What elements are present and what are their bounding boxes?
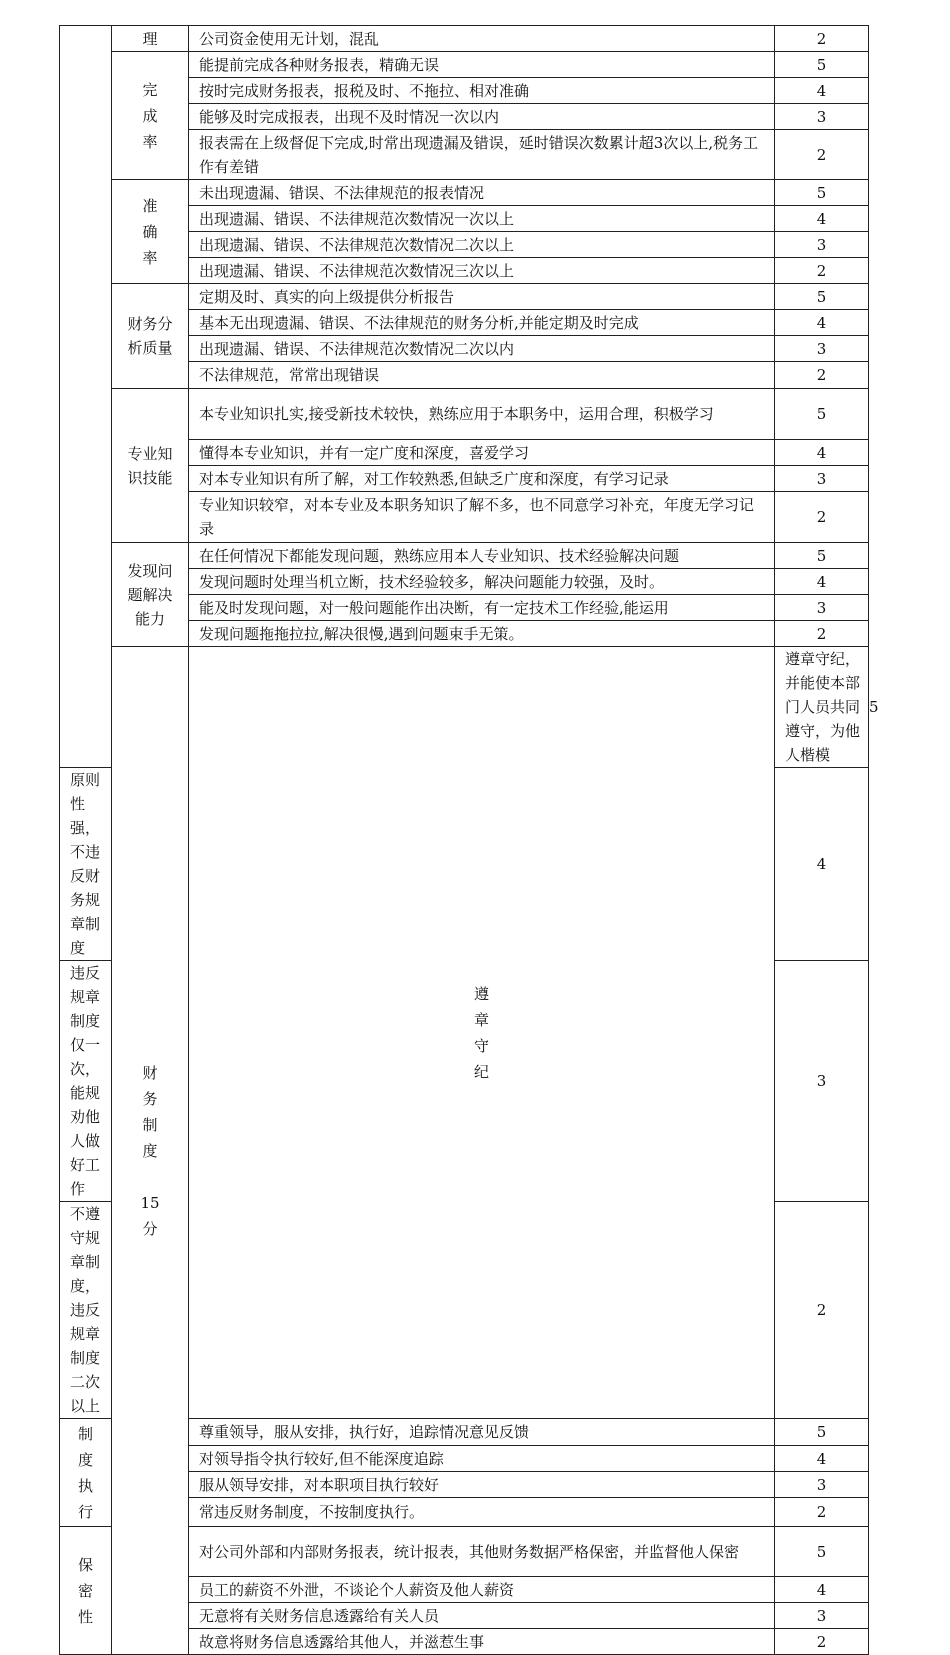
subcategory-compliance [189, 647, 775, 1419]
criteria-text: 能及时发现问题，对一般问题能作出决断，有一定技术工作经验,能运用 [189, 595, 775, 621]
score-cell: 3 [775, 961, 869, 1202]
subcategory-char: 遵 [473, 984, 489, 1003]
criteria-text: 对领导指令执行较好,但不能深度追踪 [189, 1446, 775, 1472]
score-cell: 2 [775, 258, 869, 284]
criteria-text: 故意将财务信息透露给其他人，并滋惹生事 [189, 1629, 775, 1655]
criteria-text: 能提前完成各种财务报表，精确无误 [189, 52, 775, 78]
subcategory-char: 确 [142, 222, 158, 241]
subcategory-line: 能力 [134, 609, 165, 628]
score-cell: 2 [775, 26, 869, 52]
criteria-text: 专业知识较窄，对本专业及本职务知识了解不多，也不同意学习补充，年度无学习记录 [189, 492, 775, 543]
score-cell: 4 [775, 768, 869, 961]
criteria-text: 出现遗漏、错误、不法律规范次数情况二次以上 [189, 232, 775, 258]
criteria-text: 未出现遗漏、错误、不法律规范的报表情况 [189, 180, 775, 206]
criteria-text: 不遵守规章制度，违反规章制度二次以上 [60, 1202, 112, 1419]
criteria-text: 不法律规范，常常出现错误 [189, 362, 775, 389]
subcategory-accuracy-rate [112, 180, 189, 284]
subcategory-line: 识技能 [127, 468, 173, 487]
category-char: 度 [142, 1141, 158, 1160]
score-cell: 2 [775, 1498, 869, 1527]
score-cell: 5 [775, 1527, 869, 1577]
table-row [60, 26, 869, 52]
subcategory-char: 执 [77, 1476, 93, 1495]
criteria-text: 服从领导安排，对本职项目执行较好 [189, 1472, 775, 1498]
category-char: 制 [142, 1115, 158, 1134]
table-row [60, 180, 869, 206]
subcategory-line: 财务分 [127, 315, 173, 333]
criteria-text: 懂得本专业知识，并有一定广度和深度，喜爱学习 [189, 440, 775, 466]
score-cell: 3 [775, 104, 869, 130]
score-cell: 2 [775, 1202, 869, 1419]
subcategory-line: 析质量 [127, 339, 173, 357]
criteria-text: 基本无出现遗漏、错误、不法律规范的财务分析,并能定期及时完成 [189, 310, 775, 336]
evaluation-table [59, 25, 879, 1655]
subcategory-financial-analysis [112, 284, 189, 389]
subcategory-completion-rate [112, 52, 189, 180]
criteria-text: 尊重领导，服从安排，执行好，追踪情况意见反馈 [189, 1419, 775, 1446]
score-cell: 2 [775, 1629, 869, 1655]
subcategory-char: 章 [473, 1010, 489, 1029]
subcategory-problem-solving [112, 543, 189, 647]
subcategory-char: 成 [142, 106, 158, 125]
score-cell: 2 [775, 362, 869, 389]
category-char: 务 [142, 1089, 158, 1108]
criteria-text: 无意将有关财务信息透露给有关人员 [189, 1603, 775, 1629]
criteria-text: 违反规章制度仅一次，能规劝他人做好工作 [60, 961, 112, 1202]
score-cell: 3 [775, 336, 869, 362]
subcategory-label: 理 [142, 29, 158, 48]
criteria-text: 在任何情况下都能发现问题，熟练应用本人专业知识、技术经验解决问题 [189, 543, 775, 569]
subcategory-char: 守 [473, 1036, 489, 1055]
subcategory-char: 行 [77, 1502, 93, 1521]
table-row [60, 284, 869, 310]
criteria-text: 本专业知识扎实,接受新技术较快，熟练应用于本职务中，运用合理，积极学习 [189, 389, 775, 440]
category-char: 财 [142, 1063, 158, 1082]
subcategory-char: 制 [77, 1424, 93, 1443]
table-row [60, 52, 869, 78]
score-cell: 4 [775, 78, 869, 104]
score-cell: 2 [775, 621, 869, 647]
score-cell: 5 [775, 389, 869, 440]
criteria-text: 能够及时完成报表，出现不及时情况一次以内 [189, 104, 775, 130]
score-cell: 2 [775, 130, 869, 180]
score-cell: 3 [775, 1603, 869, 1629]
score-cell: 5 [775, 284, 869, 310]
score-cell: 5 [775, 543, 869, 569]
subcategory-char: 纪 [473, 1062, 489, 1081]
score-cell: 4 [775, 206, 869, 232]
subcategory-char: 度 [77, 1450, 93, 1469]
subcategory-char: 完 [142, 80, 158, 99]
criteria-text: 遵章守纪，并能使本部门人员共同遵守，为他人楷模 [775, 647, 869, 768]
criteria-text: 发现问题拖拖拉拉,解决很慢,遇到问题束手无策。 [189, 621, 775, 647]
subcategory-li [112, 26, 189, 52]
criteria-text: 按时完成财务报表，报税及时、不拖拉、相对准确 [189, 78, 775, 104]
criteria-text: 发现问题时处理当机立断，技术经验较多，解决问题能力较强，及时。 [189, 569, 775, 595]
score-cell: 4 [775, 569, 869, 595]
subcategory-char: 准 [142, 196, 158, 215]
subcategory-professional-skills [112, 389, 189, 543]
subcategory-line: 发现问 [127, 561, 173, 580]
table-row [60, 389, 869, 440]
criteria-text: 常违反财务制度，不按制度执行。 [189, 1498, 775, 1527]
subcategory-char: 性 [77, 1607, 93, 1626]
table-row [60, 543, 869, 569]
category-cell-1 [60, 26, 112, 768]
subcategory-char: 率 [142, 132, 158, 151]
subcategory-char: 率 [142, 248, 158, 267]
criteria-text: 公司资金使用无计划，混乱 [189, 26, 775, 52]
criteria-text: 原则性强，不违反财务规章制度 [60, 768, 112, 961]
score-cell: 4 [775, 310, 869, 336]
score-cell: 3 [775, 595, 869, 621]
category-points: 15 [140, 1193, 160, 1212]
criteria-text: 对公司外部和内部财务报表，统计报表，其他财务数据严格保密，并监督他人保密 [189, 1527, 775, 1577]
category-financial-system [112, 647, 189, 1655]
criteria-text: 员工的薪资不外泄，不谈论个人薪资及他人薪资 [189, 1577, 775, 1603]
criteria-text: 定期及时、真实的向上级提供分析报告 [189, 284, 775, 310]
score-cell: 4 [775, 1446, 869, 1472]
score-cell: 4 [775, 440, 869, 466]
criteria-text: 出现遗漏、错误、不法律规范次数情况三次以上 [189, 258, 775, 284]
score-cell: 5 [775, 1419, 869, 1446]
subcategory-confidentiality [60, 1527, 112, 1655]
criteria-text: 出现遗漏、错误、不法律规范次数情况二次以内 [189, 336, 775, 362]
score-cell: 3 [775, 1472, 869, 1498]
criteria-text: 报表需在上级督促下完成,时常出现遗漏及错误，延时错误次数累计超3次以上,税务工作有差错 [189, 130, 775, 180]
subcategory-char: 密 [77, 1581, 93, 1600]
subcategory-line: 专业知 [127, 444, 173, 463]
category-spacer [112, 1164, 188, 1190]
subcategory-line: 题解决 [127, 585, 173, 604]
table-row: 财 务 制 度 15 分 遵 章 守 纪 遵章守纪，并能使本部门人员共同遵守，为他人楷模 5 [60, 647, 869, 768]
subcategory-char: 保 [77, 1555, 93, 1574]
score-cell: 5 [775, 180, 869, 206]
criteria-text: 出现遗漏、错误、不法律规范次数情况一次以上 [189, 206, 775, 232]
criteria-text: 对本专业知识有所了解，对工作较熟悉,但缺乏广度和深度，有学习记录 [189, 466, 775, 492]
category-unit: 分 [142, 1219, 158, 1238]
score-cell: 5 [775, 52, 869, 78]
subcategory-execution [60, 1419, 112, 1527]
score-cell: 3 [775, 466, 869, 492]
score-cell: 3 [775, 232, 869, 258]
score-cell: 4 [775, 1577, 869, 1603]
score-cell: 2 [775, 492, 869, 543]
